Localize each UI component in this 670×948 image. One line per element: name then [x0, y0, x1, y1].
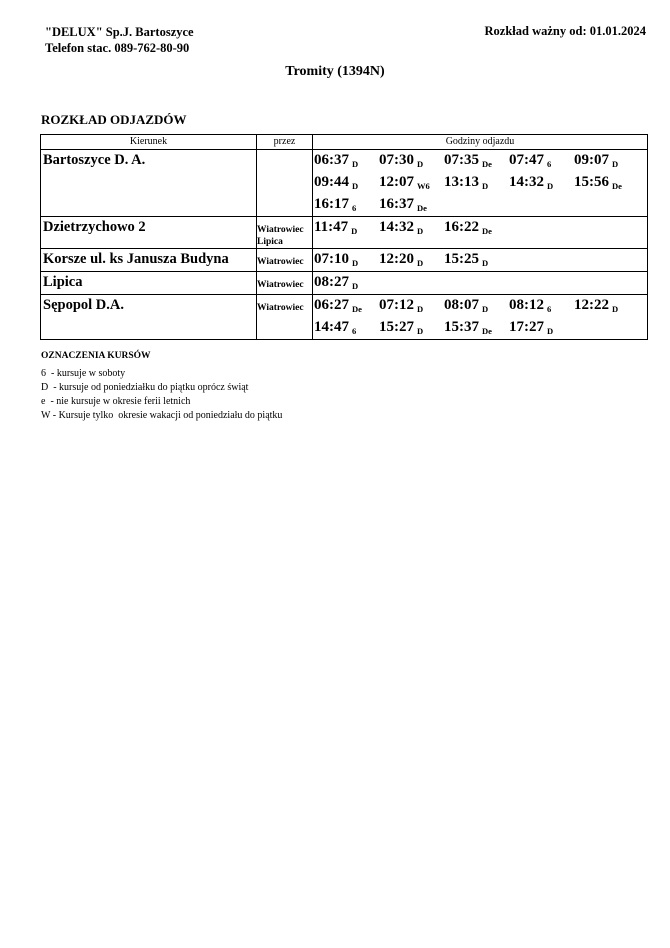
- via-cell: Wiatrowiec Lipica: [257, 217, 313, 249]
- departure-mark: D: [547, 326, 554, 336]
- departures-cell: [313, 272, 648, 295]
- timetable-header-row: [41, 135, 648, 150]
- legend-item: W - Kursuje tylko okresie wakacji od poniedziału do piątku: [41, 410, 283, 421]
- departure-mark: De: [352, 304, 362, 314]
- departure-time: [509, 295, 574, 317]
- departure-time: [444, 249, 509, 271]
- timetable: [40, 134, 648, 340]
- legend-item: e - nie kursuje w okresie ferii letnich: [41, 396, 191, 407]
- timetable-row: [41, 295, 648, 340]
- departure-mark: D: [547, 181, 554, 191]
- departure-time-value: 16:22: [444, 219, 479, 235]
- valid-from: Rozkład ważny od: 01.01.2024: [484, 24, 646, 38]
- departure-mark: 6: [547, 159, 552, 169]
- departure-time: [444, 172, 509, 194]
- direction-cell: Sępopol D.A.: [41, 295, 257, 340]
- departure-time: [509, 317, 574, 339]
- via-cell: [257, 150, 313, 217]
- departure-time-value: 08:07: [444, 297, 479, 313]
- legend-list: [41, 367, 282, 423]
- departure-time-value: 07:12: [379, 297, 414, 313]
- departure-mark: D: [482, 304, 489, 314]
- departure-time: [444, 217, 509, 239]
- departure-time: [379, 317, 444, 339]
- timetable-row: [41, 249, 648, 272]
- departures-cell: [313, 217, 648, 249]
- departure-time-value: 16:17: [314, 196, 349, 212]
- direction-cell: Lipica: [41, 272, 257, 295]
- departure-time: [509, 172, 574, 194]
- departure-time-value: 12:20: [379, 251, 414, 267]
- departure-time: [444, 150, 509, 172]
- departure-mark: D: [417, 304, 424, 314]
- departure-time: [379, 172, 444, 194]
- departure-time: [314, 194, 379, 216]
- via-cell: Wiatrowiec: [257, 295, 313, 340]
- departure-time: [314, 150, 379, 172]
- departure-time-value: 17:27: [509, 319, 544, 335]
- departure-time-value: 06:37: [314, 152, 349, 168]
- departure-time-value: 08:27: [314, 274, 349, 290]
- departure-time-value: 07:47: [509, 152, 544, 168]
- departure-time-value: 15:27: [379, 319, 414, 335]
- departure-time-value: 15:37: [444, 319, 479, 335]
- via-cell: Wiatrowiec: [257, 249, 313, 272]
- timetable-row: [41, 272, 648, 295]
- departure-time-value: 14:32: [379, 219, 414, 235]
- departure-time: [574, 172, 639, 194]
- via-cell: Wiatrowiec: [257, 272, 313, 295]
- company-name: "DELUX" Sp.J. Bartoszyce: [45, 25, 194, 39]
- departure-time: [314, 295, 379, 317]
- departure-time-value: 16:37: [379, 196, 414, 212]
- departure-time-value: 07:10: [314, 251, 349, 267]
- departure-time-value: 07:35: [444, 152, 479, 168]
- column-header-via: przez: [257, 135, 313, 150]
- departure-mark: D: [417, 326, 424, 336]
- departure-time-value: 08:12: [509, 297, 544, 313]
- departure-time-value: 14:32: [509, 174, 544, 190]
- departure-mark: D: [482, 181, 489, 191]
- departure-time: [444, 295, 509, 317]
- departure-time: [314, 249, 379, 271]
- departure-time: [314, 317, 379, 339]
- departure-mark: D: [352, 181, 359, 191]
- departures-cell: [313, 249, 648, 272]
- departure-time-value: 14:47: [314, 319, 349, 335]
- column-header-times: Godziny odjazdu: [313, 135, 648, 150]
- departure-time-value: 15:56: [574, 174, 609, 190]
- timetable-body: [41, 135, 648, 340]
- legend-item: 6 - kursuje w soboty: [41, 368, 126, 379]
- company-phone: Telefon stac. 089-762-80-90: [45, 41, 190, 55]
- departure-time-value: 06:27: [314, 297, 349, 313]
- departure-mark: D: [417, 226, 424, 236]
- departure-time: [314, 172, 379, 194]
- departure-time-value: 12:07: [379, 174, 414, 190]
- departure-time: [574, 150, 639, 172]
- departure-time: [444, 317, 509, 339]
- departure-mark: 6: [547, 304, 552, 314]
- departure-mark: D: [612, 159, 619, 169]
- departure-mark: W6: [417, 181, 430, 191]
- departure-mark: D: [417, 159, 424, 169]
- departures-cell: [313, 150, 648, 217]
- departure-time: [379, 150, 444, 172]
- column-header-direction: Kierunek: [41, 135, 257, 150]
- departure-mark: De: [612, 181, 622, 191]
- direction-cell: Korsze ul. ks Janusza Budyna: [41, 249, 257, 272]
- departure-mark: 6: [352, 326, 357, 336]
- departure-time: [379, 249, 444, 271]
- departure-time: [574, 295, 639, 317]
- stop-title: Tromity (1394N): [285, 64, 385, 79]
- direction-cell: Dzietrzychowo 2: [41, 217, 257, 249]
- departure-mark: D: [352, 281, 359, 291]
- timetable-row: [41, 217, 648, 249]
- departure-mark: De: [482, 159, 492, 169]
- direction-cell: Bartoszyce D. A.: [41, 150, 257, 217]
- departure-mark: De: [482, 326, 492, 336]
- departure-time-value: 13:13: [444, 174, 479, 190]
- legend-title: OZNACZENIA KURSÓW: [41, 351, 151, 361]
- departure-time: [379, 217, 444, 239]
- departures-cell: [313, 295, 648, 340]
- company-info: [45, 24, 194, 56]
- departure-mark: De: [482, 226, 492, 236]
- legend-item: D - kursuje od poniedziałku do piątku oprócz świąt: [41, 382, 249, 393]
- departure-time-value: 11:47: [314, 219, 349, 235]
- departure-mark: D: [352, 258, 359, 268]
- departure-mark: De: [417, 203, 427, 213]
- departure-mark: D: [417, 258, 424, 268]
- departure-time-value: 09:07: [574, 152, 609, 168]
- departure-mark: D: [352, 159, 359, 169]
- section-title: ROZKŁAD ODJAZDÓW: [41, 112, 187, 127]
- departure-time: [314, 272, 379, 294]
- departure-time-value: 07:30: [379, 152, 414, 168]
- departure-time: [379, 295, 444, 317]
- departure-time-value: 12:22: [574, 297, 609, 313]
- departure-mark: D: [482, 258, 489, 268]
- departure-mark: D: [351, 226, 358, 236]
- timetable-row: [41, 150, 648, 217]
- departure-time-value: 15:25: [444, 251, 479, 267]
- departure-mark: 6: [352, 203, 357, 213]
- departure-time: [379, 194, 444, 216]
- departure-time-value: 09:44: [314, 174, 349, 190]
- departure-time: [509, 150, 574, 172]
- departure-mark: D: [612, 304, 619, 314]
- departure-time: [314, 217, 379, 239]
